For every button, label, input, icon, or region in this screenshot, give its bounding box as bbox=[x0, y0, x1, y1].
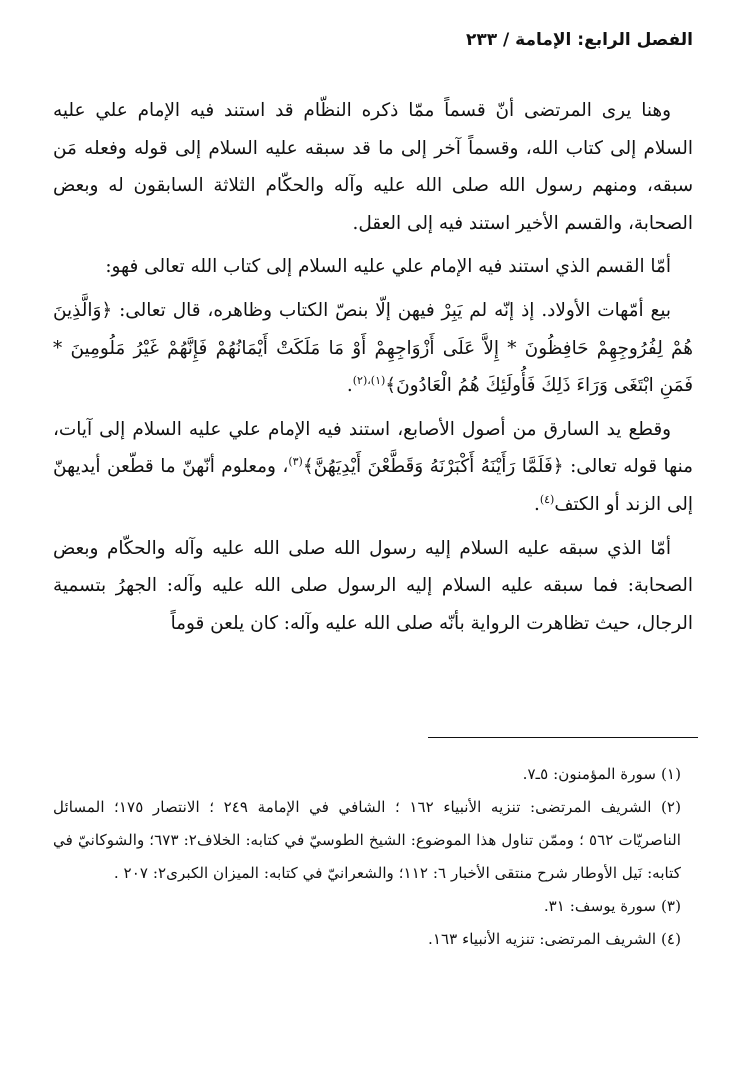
paragraph-5: أمّا الذي سبقه عليه السلام إليه رسول الله صلى الله عليه وآله والحكّام وبعض الصحابة: فما سبقه عليه السلام إليه الرسول صلى الله عليه وآله: الجهرُ بتسمية الرجال، حيث تظاهرت الرواية بأنّه صلى الله عليه وآله: كان يلعن قوماً bbox=[53, 537, 693, 634]
paragraph-3 bbox=[53, 292, 693, 405]
footnote-1: (١) سورة المؤمنون: ٥ـ٧. bbox=[522, 765, 681, 783]
paragraph-2: أمّا القسم الذي استند فيه الإمام علي عليه السلام إلى كتاب الله تعالى فهو: bbox=[105, 256, 671, 278]
paragraph-3-end: . bbox=[346, 375, 353, 397]
paragraph-4-end: . bbox=[533, 493, 540, 515]
footnote-2: (٢) الشريف المرتضى: تنزيه الأنبياء ١٦٢ ؛ الشافي في الإمامة ٢٤٩ ؛ الانتصار ١٧٥؛ المسائل الناصريّات ٥٦٢ ؛ وممّن تناول هذا الموضوع: الشيخ الطوسيّ في كتابه: الخلاف٢: ٦٧٣؛ والشوكانيّ في كتابه: نَيل الأوطار شرح منتقى الأخبار ٦: ١١٢؛ والشعرانيّ في كتابه: الميزان الكبرى٢: ٢٠٧ . bbox=[53, 798, 681, 882]
paragraph-4-text-b: ، ومعلوم أنّهنّ ما قطّعن أيديهنّ إلى الزند أو الكتف bbox=[53, 456, 693, 515]
running-head: الفصل الرابع: الإمامة / ٢٣٣ bbox=[465, 30, 693, 50]
footnote-ref-4[interactable]: (٤) bbox=[539, 492, 555, 506]
paragraph-3-text: بيع أمّهات الأولاد. إذ إنّه لم يَبِرْ فيهن إلّا بنصّ الكتاب وظاهره، قال تعالى: ﴿وَالَّذِينَ هُمْ لِفُرُوجِهِمْ حَافِظُونَ * إِلاَّ عَلَى أَزْوَاجِهِمْ أَوْ مَا مَلَكَتْ أَيْمَانُهُمْ فَإِنَّهُمْ غَيْرُ مَلُومِينَ * فَمَنِ ابْتَغَى وَرَاءَ ذَلِكَ فَأُولَئِكَ هُمُ الْعَادُونَ﴾ bbox=[53, 299, 693, 397]
footnotes bbox=[53, 758, 693, 956]
paragraph-4-text-a: وقطع يد السارق من أصول الأصابع، استند فيه الإمام علي عليه السلام إلى آيات، منها قوله تعالى: ﴿فَلَمَّا رَأَيْنَهُ أَكْبَرْنَهُ وَقَطَّعْنَ أَيْدِيَهُنَّ﴾ bbox=[53, 418, 693, 478]
main-text bbox=[53, 92, 693, 642]
footnote-ref-3[interactable]: (٣) bbox=[288, 455, 303, 469]
footnote-ref-1-2[interactable]: (١)،(٢) bbox=[352, 374, 386, 388]
footnote-4: (٤) الشريف المرتضى: تنزيه الأنبياء ١٦٣. bbox=[428, 930, 681, 948]
footnote-separator bbox=[428, 737, 698, 738]
paragraph-1: وهنا يرى المرتضى أنّ قسماً ممّا ذكره النظّام قد استند فيه الإمام علي عليه السلام إلى كتاب الله، وقسماً آخر إلى ما قد سبقه عليه السلام إلى قوله وفعله مَن سبقه، ومنهم رسول الله صلى الله عليه وآله والحكّام الثلاثة السابقون له وبعض الصحابة، والقسم الأخير استند فيه إلى العقل. bbox=[53, 100, 693, 234]
footnote-3: (٣) سورة يوسف: ٣١. bbox=[543, 897, 681, 915]
paragraph-4 bbox=[53, 411, 693, 524]
